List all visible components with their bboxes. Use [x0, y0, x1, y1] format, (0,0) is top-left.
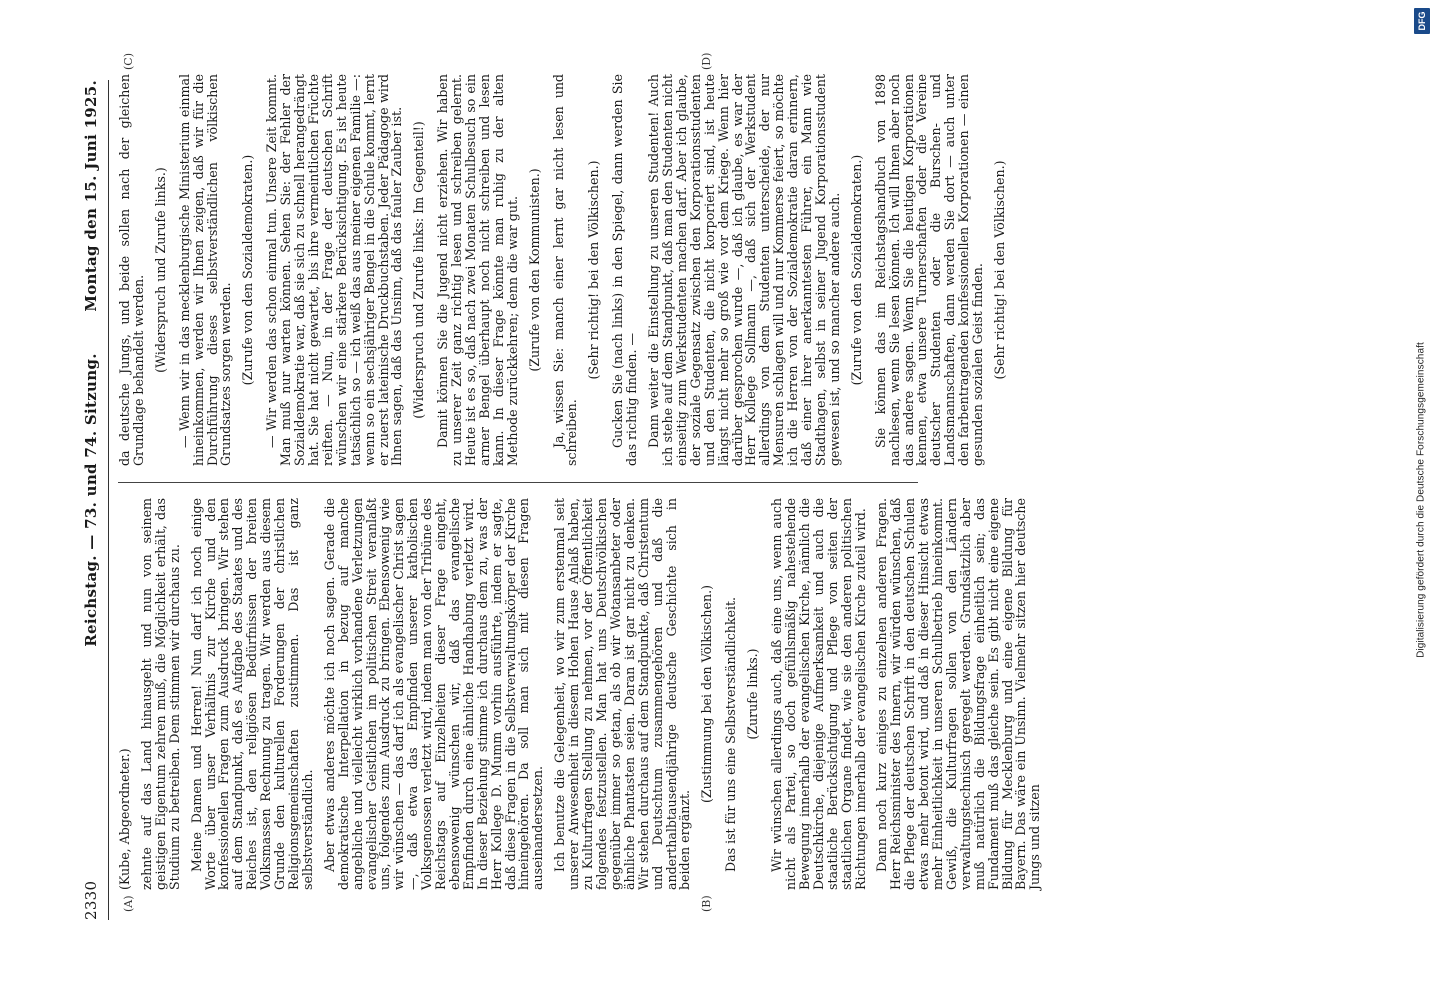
- paragraph: Das ist für uns eine Selbstverständlichkeit.: [723, 596, 739, 872]
- paragraph: — Wenn wir in das mecklenburgische Ministerium einmal hineinkommen, werden wir Ihnen zeigen, daß wir für die Durchführung dieses selbstverständlichen völkischen Grundsatzes sorgen werden.: [176, 74, 234, 466]
- paragraph: — Wir werden das schon einmal tun. Unsere Zeit kommt. Man muß nur warten können. Sehen Sie: der Fehler der Sozialdemokratie war, daß sie sich zu schnell herangedrängt hat. Sie hat nicht gewartet, bis ihre vermeintlichen Früchte reiften. — Nun, in der Frage der deutschen Schrift wünschen wir eine stärkere Berücksichtigung. Es ist heute tatsächlich so — ich weiß das aus meiner eigenen Familie —: wenn so ein sechsjähriger Bengel in die Schule kommt, lernt er zuerst lateinische Druckbuchstaben. Jeder Pädagoge wird Ihnen sagen, daß das Unsinn, daß das fauler Zauber ist.: [264, 74, 405, 466]
- interjection: (Zustimmung bei den Völkischen.): [699, 585, 715, 803]
- interjection: (Zurufe von den Kommunisten.): [526, 168, 542, 372]
- header-rule: [108, 80, 109, 920]
- paragraph: Sie können das im Reichstagshandbuch von 1898 nachlesen, wenn Sie lesen können. Ich will Ihnen aber noch das andere sagen. Wenn Sie die heutigen Korporationen kennen, etwa unsere Turnerschaften oder die Vereine deutscher Studenten oder die Burschen- und Landsmannschaften, dann werden Sie dort — auch unter den farbentragenden konfessionellen Korporationen — einen gesunden sozialen Geist finden.: [872, 74, 986, 466]
- paragraph: da deutsche Jungs, und beide sollen nach der gleichen Grundlage behandelt werden.: [117, 74, 146, 466]
- paragraph: Wir wünschen allerdings auch, daß eine uns, wenn auch nicht als Partei, so doch gefühlsmäßig nahestehende Bewegung innerhalb der evangelischen Kirche, nämlich die Deutschkirche, diejenige Aufmerksamkeit und auch die staatliche Berücksichtigung und Pflege von seiten der staatlichen Organe findet, wie sie den anderen politischen Richtungen innerhalb der evangelischen Kirche zuteil wird.: [769, 498, 868, 890]
- digitization-watermark: [1414, 10, 1428, 990]
- watermark-text: Digitalisierung gefördert durch die Deutsche Forschungsgemeinschaft: [1415, 342, 1427, 658]
- column-divider: [118, 482, 918, 483]
- margin-mark-b: (B): [700, 895, 713, 912]
- interjection: (Zurufe von den Sozialdemokraten.): [848, 154, 864, 386]
- paragraph: Meine Damen und Herren! Nun darf ich noch einige Worte über unser Verhältnis zur Kirche und den konfessionellen Fragen zum Ausdruck bringen. Wir stehen auf dem Standpunkt, daß es Aufgabe des Staates und des Reiches ist, den religiösen Bedürfnissen der breiten Volksmassen Rechnung zu tragen. Wir werden aus diesem Grunde den kulturellen Forderungen der christlichen Religionsgemeinschaften zustimmen. Das ist ganz selbstverständlich.: [188, 498, 315, 890]
- interjection: (Zurufe links.): [745, 648, 761, 740]
- right-column: [118, 74, 1017, 466]
- dfg-logo: [1414, 8, 1430, 34]
- interjection: (Zurufe von den Sozialdemokraten.): [240, 154, 256, 386]
- margin-mark-d: (D): [700, 52, 713, 70]
- interjection: (Sehr richtig! bei den Völkischen.): [991, 160, 1007, 380]
- paragraph: Dann weiter die Einstellung zu unseren Studenten! Auch ich stehe auf dem Standpunkt, daß man den Studenten nicht einseitig zum Werkstudenten machen darf. Aber ich glaube, der soziale Gegensatz zwischen den Korporationsstudenten und den Studenten, die nicht korporiert sind, ist heute längst nicht mehr so groß wie vor dem Kriege. Wenn hier darüber gesprochen wurde —, daß ich glaube, es war der Herr Kollege Sollmann —, daß sich der Werkstudent allerdings von dem Studenten unterscheide, der nur Mensuren schlagen will und nur Kommerse feiert, so möchte ich die Herren von der Sozialdemokratie daran erinnern, daß einer ihrer anerkanntesten Führer, ein Mann wie Stadthagen, selbst in seiner Jugend Korporationsstudent gewesen ist, und so mancher andere auch.: [646, 74, 842, 466]
- paragraph: zehnte auf das Land hinausgeht und nun von seinem geistigen Eigentum zehren muß, die Möglichkeit erhält, das Studium zu betreiben. Dem stimmen wir durchaus zu.: [138, 498, 182, 890]
- paragraph: Gucken Sie (nach links) in den Spiegel, dann werden Sie das richtig finden. —: [610, 74, 640, 466]
- paragraph: Ich benutze die Gelegenheit, wo wir zum erstenmal seit unserer Anwesenheit in diesem Hohen Hause Anlaß haben, zu Kulturfragen Stellung zu nehmen, vor der Öffentlichkeit folgendes festzustellen. Man hat uns Deutschvölkischen gegenüber immer so getan, als ob wir Wotansanbeter oder ähnliche Phantasten seien. Daran ist gar nicht zu denken. Wir stehen durchaus auf dem Standpunkte, daß Christentum und Deutschtum zusammengehören und daß die anderthalbtausendjährige deutsche Geschichte sich in beiden ergänzt.: [552, 498, 693, 890]
- interjection: (Widerspruch und Zurufe links: Im Gegenteil!): [411, 121, 427, 419]
- paragraph: Dann noch kurz einiges zu einzelnen anderen Fragen. Herr Reichsminister des Innern, wir würden wünschen, daß die Pflege der deutschen Schrift in den deutschen Schulen etwas mehr betont wird, und daß in dieser Hinsicht etwas mehr Einheitlichkeit in unseren Schulbetrieb hineinkommt. Gewiß, die Kulturfragen sollen von den Ländern verwaltungstechnisch geregelt werden. Grundsätzlich aber muß natürlich die Bildungsfrage einheitlich sein; das Fundament muß das gleiche sein. Es gibt nicht eine eigene Bildung für Mecklenburg und eine eigene Bildung für Bayern. Das wäre ein Unsinn. Vielmehr sitzen hier deutsche Jungs und sitzen: [874, 498, 1043, 890]
- page-number: 2330: [82, 880, 100, 920]
- paragraph: Aber etwas anderes möchte ich noch sagen. Gerade die demokratische Interpellation in bezug auf manche angebliche und vielleicht wirklich vorhandene Verletzungen evangelischer Geistlichen im politischen Streit veranlaßt uns, folgendes zum Ausdruck zu bringen. Ebensowenig wie wir wünschen — das darf ich als evangelischer Christ sagen —, daß etwa das Empfinden unserer katholischen Volksgenossen verletzt wird, indem man von der Tribüne des Reichstags auf Einzelheiten dieser Frage eingeht, ebensowenig wünschen wir, daß das evangelische Empfinden durch eine ähnliche Handhabung verletzt wird. In dieser Beziehung stimme ich durchaus dem zu, was der Herr Kollege D. Mumm vorhin ausführte, indem er sagte, daß diese Fragen in die Selbstverwaltungskörper der Kirche hineingehören. Da soll man sich mit diesen Fragen auseinandersetzen.: [321, 498, 546, 890]
- session-date: Montag den 15. Juni 1925.: [82, 80, 100, 312]
- left-column: [118, 498, 1050, 890]
- interjection: (Widerspruch und Zurufe links.): [152, 167, 168, 373]
- page-header: [82, 80, 106, 920]
- speaker-note: (Kube, Abgeordneter.): [117, 748, 132, 890]
- page-running-title: Reichstag. — 73. und 74. Sitzung.: [82, 353, 100, 647]
- interjection: (Sehr richtig! bei den Völkischen.): [586, 160, 602, 380]
- paragraph: Damit können Sie die Jugend nicht erziehen. Wir haben zu unserer Zeit ganz richtig lesen und schreiben gelernt. Heute ist es so, daß nach zwei Monaten Schulbesuch so ein armer Bengel überhaupt noch nicht schreiben und lesen kann. In dieser Frage könnte man ruhig zu der alten Methode zurückkehren; denn die war gut.: [435, 74, 520, 466]
- margin-mark-a: (A): [122, 895, 135, 912]
- paragraph: Ja, wissen Sie: manch einer lernt gar nicht lesen und schreiben.: [550, 74, 580, 466]
- dfg-logo-label: DFG: [1417, 11, 1427, 31]
- margin-mark-c: (C): [122, 53, 135, 70]
